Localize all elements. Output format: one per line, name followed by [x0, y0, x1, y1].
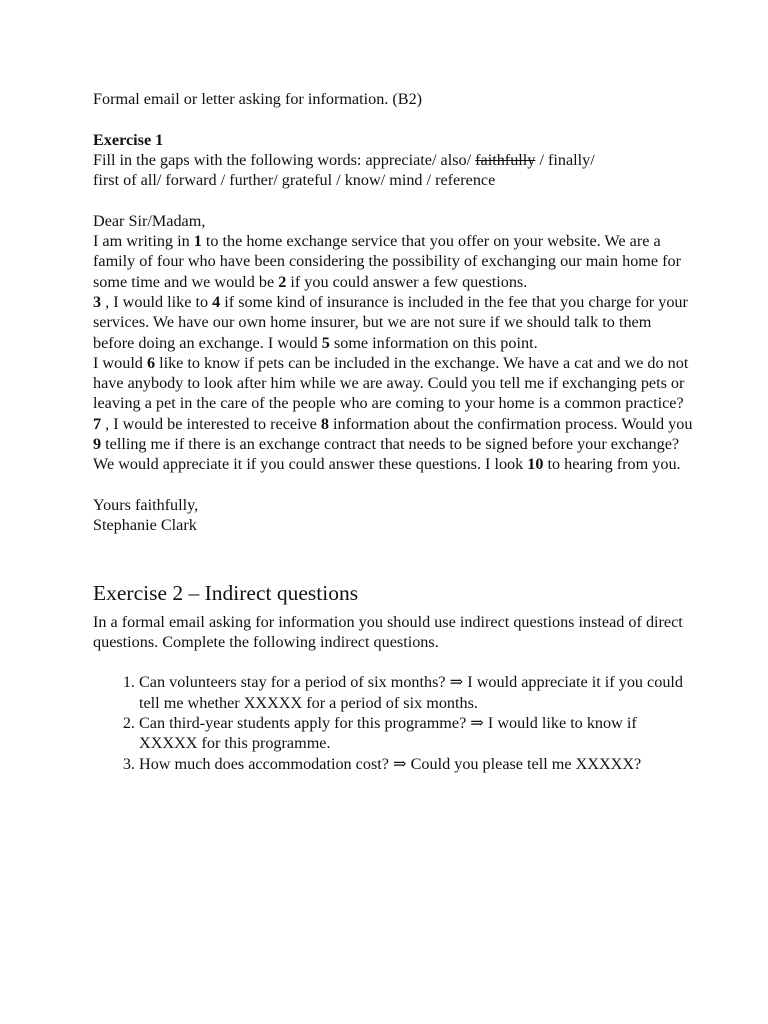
spacer	[93, 109, 693, 129]
letter-text: I would	[93, 353, 147, 372]
exercise2-heading: Exercise 2 – Indirect questions	[93, 580, 359, 605]
gap-number: 9	[93, 435, 102, 454]
letter-text: , I would like to	[101, 292, 213, 311]
letter-text: if some kind of insurance is included in the fee that you charge for your services. We have our own home insurer, but we are not sure if we should talk to them before doing an exchange. I would	[93, 292, 688, 352]
letter-text: telling me if there is an exchange contract that needs to be signed before your exchange?	[101, 435, 680, 454]
instruction-text-end: / finally/	[535, 150, 595, 169]
list-item: 2. Can third-year students apply for this programme? ⇒ I would like to know if XXXXX for this programme.	[139, 713, 693, 754]
instruction-text-start: Fill in the gaps with the following words: appreciate/ also/	[93, 150, 476, 169]
exercise2-question-list	[93, 672, 693, 773]
letter-signature: Stephanie Clark	[93, 516, 197, 535]
list-item: 3. How much does accommodation cost? ⇒ Could you please tell me XXXXX?	[139, 754, 693, 774]
gap-number: 6	[146, 353, 156, 372]
letter-closing: Yours faithfully,	[93, 495, 199, 514]
gap-number: 5	[321, 333, 330, 352]
letter-paragraph-4	[93, 414, 693, 455]
gap-number: 4	[212, 292, 221, 311]
letter-text: I am writing in	[93, 232, 194, 251]
letter-salutation: Dear Sir/Madam,	[93, 211, 206, 230]
letter-text: if you could answer a few questions.	[286, 272, 528, 291]
list-item: 1. Can volunteers stay for a period of six months? ⇒ I would appreciate it if you could tell me whether XXXXX for a period of six months.	[139, 672, 693, 713]
gap-number: 10	[527, 455, 544, 474]
letter-text: some information on this point.	[329, 333, 538, 352]
letter-text: We would appreciate it if you could answer these questions. I look	[93, 455, 528, 474]
gap-number: 7	[93, 414, 102, 433]
letter-paragraph-1	[93, 231, 693, 292]
spacer	[93, 536, 693, 580]
letter-paragraph-5	[93, 454, 693, 474]
document-page	[93, 89, 693, 774]
exercise1-heading: Exercise 1	[93, 130, 164, 149]
letter-text: to the home exchange service that you offer on your website. We are a family of four who have been considering the possibility of exchanging our main home for some time and we would be	[93, 232, 681, 291]
letter-text: , I would be interested to receive	[101, 414, 321, 433]
instruction-word-list: first of all/ forward / further/ grateful / know/ mind / reference	[93, 171, 496, 190]
letter-paragraph-3	[93, 353, 693, 414]
letter-text: information about the confirmation process. Would you	[328, 414, 693, 433]
spacer	[93, 190, 693, 210]
letter-paragraph-2	[93, 292, 693, 353]
spacer	[93, 652, 693, 672]
struck-word: faithfully	[475, 150, 536, 169]
exercise2-intro: In a formal email asking for information you should use indirect questions instead of direct questions. Complete the following indirect questions.	[93, 612, 683, 651]
letter-text: like to know if pets can be included in the exchange. We have a cat and we do not have anybody to look after him while we are away. Could you tell me if exchanging pets or leaving a pet in the care of the people who are coming to your home is a common practice?	[93, 353, 689, 413]
gap-number: 1	[193, 232, 202, 251]
document-title: Formal email or letter asking for information. (B2)	[93, 90, 423, 108]
gap-number: 3	[93, 292, 102, 311]
gap-number: 8	[320, 414, 329, 433]
letter-text: to hearing from you.	[543, 455, 681, 474]
gap-number: 2	[278, 272, 287, 291]
spacer	[93, 475, 693, 495]
exercise1-instruction	[93, 150, 693, 191]
